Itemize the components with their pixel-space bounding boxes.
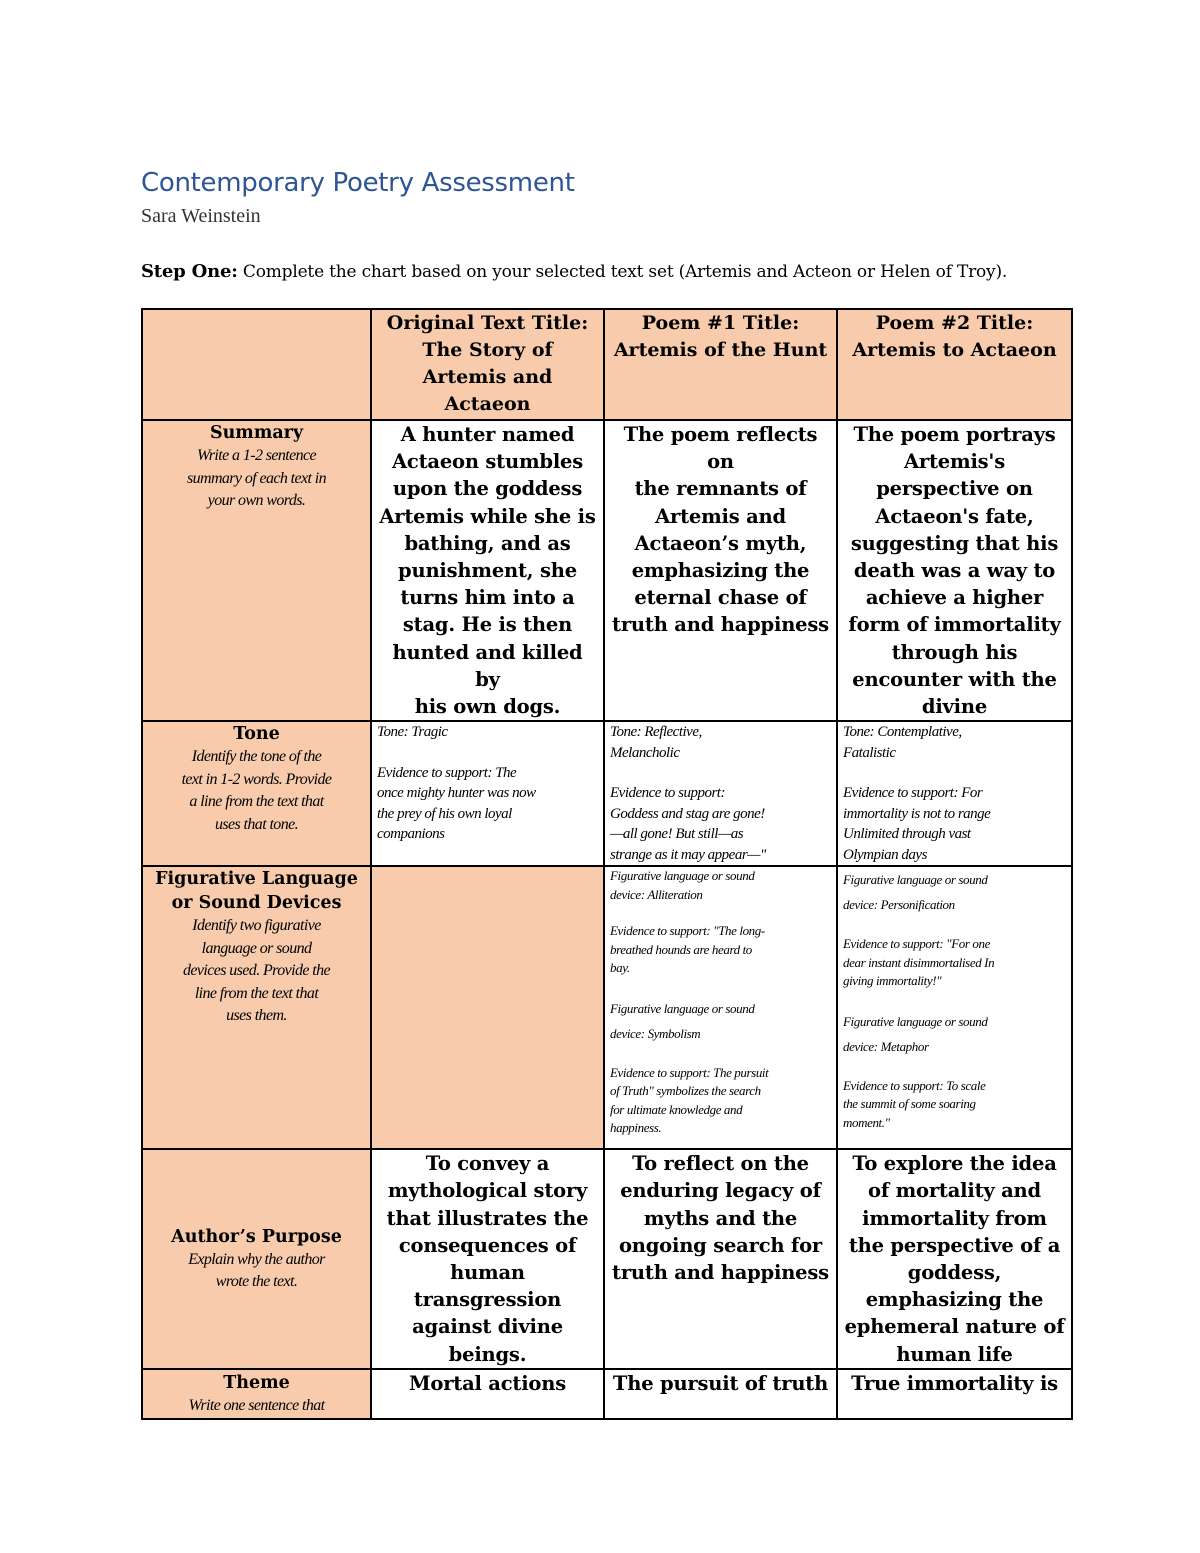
text-line: human life [896,1342,1013,1366]
text-line: device: Personification [843,897,955,913]
tone-original-tone [377,722,598,743]
step-label: Step One: [141,261,238,282]
text-line: Evidence to support: "The long- [610,923,765,939]
purpose-description [148,1249,365,1294]
text-line: divine [921,695,988,719]
figurative-poem2-device2 [843,1009,1066,1059]
theme-poem1-cell [604,1369,837,1419]
text-line: To reflect on the [632,1152,809,1176]
text-line: Figurative language or sound [610,868,755,884]
text-line: the prey of his own loyal [377,805,512,822]
text-line: The pursuit of truth [612,1371,829,1395]
text-line: Tone: Tragic [377,724,448,741]
summary-label-cell [142,420,371,721]
text-line: his own dogs. [414,695,561,719]
text-line: ephemeral nature of [844,1315,1065,1339]
theme-poem2-cell [837,1369,1072,1419]
figurative-poem2-device1 [843,867,1066,917]
text-line: line from the text that [194,984,319,1002]
text-line: a line from the text that [189,793,324,811]
theme-description [148,1395,365,1418]
text-line: summary of each text in [186,469,327,487]
theme-label-cell [142,1369,371,1419]
text-line: stag. He is then [402,613,573,637]
text-line: Evidence to support: The pursuit [610,1064,769,1080]
theme-original-cell [371,1369,604,1419]
text-line: achieve a higher [865,586,1044,610]
text-line: truth and happiness [612,613,829,637]
text-line: goddess, [907,1261,1002,1285]
summary-original-cell [371,420,604,721]
text-line: bay. [610,960,630,976]
text-line: human transgression [413,1261,562,1312]
figurative-poem2-evidence2 [843,1077,1066,1133]
step-text: Complete the chart based on your selected text set (Artemis and Acteon or Helen of Troy). [237,262,1008,282]
text-line: Actaeon's fate, [875,504,1034,528]
text-line: text in 1-2 words. Provide [181,770,332,788]
text-line: turns him into a [400,586,575,610]
text-line: language or sound [201,939,312,957]
text-line: wrote the text. [215,1273,298,1291]
text-line: Evidence to support: The [377,764,517,781]
tone-poem1-cell [604,721,837,866]
original-text-title-cell [371,309,604,420]
text-line: To explore the idea [852,1152,1057,1176]
text-line: mythological story [387,1179,588,1203]
figurative-poem1-cell [604,866,837,1149]
text-line: device: Alliteration [610,886,703,902]
figurative-poem1-device1 [610,867,831,904]
text-line: Tone: Contemplative, [843,724,962,741]
text-line: True immortality is [851,1371,1058,1395]
theme-row [142,1369,1072,1419]
text-line: Poem #2 Title: [875,312,1034,334]
summary-poem1-cell [604,420,837,721]
figurative-label [148,867,365,915]
figurative-description [148,915,365,1028]
summary-row [142,420,1072,721]
assessment-chart [141,308,1073,1420]
summary-label: Summary [209,423,304,443]
text-line: Artemis of the Hunt [613,339,828,361]
text-line: uses them. [226,1007,287,1025]
text-line: devices used. Provide the [182,962,330,980]
figurative-poem1-evidence2 [610,1064,831,1138]
text-line: truth and happiness [612,1261,829,1285]
text-line: of mortality and [868,1179,1041,1203]
summary-description [148,445,365,513]
text-line: companions [377,826,445,843]
tone-poem2-tone [843,722,1066,763]
figurative-row [142,866,1072,1149]
text-line: Identify the tone of the [191,748,322,766]
text-line: The poem portrays [853,423,1056,446]
text-line: A hunter named [400,423,575,446]
text-line: ongoing search for [618,1233,823,1257]
text-line: immortality is not to range [843,805,991,822]
text-line: against divine [412,1315,563,1339]
purpose-poem2-cell [837,1149,1072,1369]
text-line: suggesting that his [850,531,1059,555]
text-line: emphasizing the [865,1288,1044,1312]
text-line: Artemis's [904,450,1005,474]
text-line: eternal chase of [634,586,807,610]
text-line: or Sound Devices [171,893,342,914]
text-line: bathing, and as [404,531,571,555]
text-line: —all gone! But still—as [610,826,744,843]
purpose-row [142,1149,1072,1369]
tone-row [142,721,1072,866]
text-line: your own words. [207,492,306,509]
text-line: Artemis and [655,504,786,528]
author-name: Sara Weinstein [141,205,261,227]
text-line: Identify two figurative [192,917,321,935]
text-line: emphasizing the [631,559,810,583]
text-line: Figurative language or sound [843,1013,988,1029]
text-line: device: Symbolism [610,1025,701,1041]
text-line: device: Metaphor [843,1038,929,1054]
text-line: immortality from [862,1206,1047,1230]
text-line: Fatalistic [843,744,896,761]
figurative-poem2-cell [837,866,1072,1149]
text-line: Write one sentence that [188,1396,325,1414]
poem1-title-cell [604,309,837,420]
tone-poem1-evidence [610,783,831,865]
text-line: Evidence to support: To scale [843,1077,986,1093]
text-line: that illustrates the [386,1206,589,1230]
text-line: Actaeon [444,393,531,415]
text-line: perspective on [876,477,1033,501]
text-line: Goddess and stag are gone! [610,805,765,822]
theme-label: Theme [223,1372,290,1393]
text-line: Figurative Language [155,869,358,890]
text-line: Actaeon’s myth, [634,531,807,555]
text-line: Olympian days [843,846,927,863]
figurative-original-cell [371,866,604,1149]
text-line: Mortal actions [409,1371,566,1395]
tone-original-evidence [377,763,598,845]
tone-poem2-evidence [843,783,1066,865]
text-line: Melancholic [610,744,680,761]
text-line: Evidence to support: For [843,785,983,802]
text-line: for ultimate knowledge and [610,1101,743,1117]
text-line: The Story of [422,339,553,361]
tone-label-cell [142,721,371,866]
figurative-label-cell [142,866,371,1149]
text-line: myths and the [643,1206,798,1230]
step-one-instruction [141,261,1007,282]
text-line: Explain why the author [188,1250,325,1268]
figurative-poem1-evidence1 [610,922,831,978]
text-line: consequences of [398,1233,577,1257]
purpose-label: Author’s Purpose [171,1226,342,1247]
text-line: the perspective of a [848,1233,1061,1257]
summary-poem2-cell [837,420,1072,721]
poem2-title-cell [837,309,1072,420]
text-line: beings. [448,1342,527,1366]
text-line: death was a way to [853,559,1056,583]
text-line: punishment, she [398,559,577,583]
text-line: Artemis while she is [379,504,596,528]
document-title: Contemporary Poetry Assessment [141,168,575,198]
text-line: Evidence to support: "For one [843,936,990,952]
text-line: Unlimited through vast [843,826,971,843]
text-line: Tone: Reflective, [610,724,702,741]
text-line: Artemis to Actaeon [852,339,1057,361]
text-line: strange as it may appear—" [610,846,766,863]
text-line: moment." [843,1114,890,1130]
tone-poem1-tone [610,722,831,763]
text-line: the remnants of [634,477,807,501]
text-line: Figurative language or sound [843,872,988,888]
text-line: once mighty hunter was now [377,785,536,802]
text-line: Artemis and [422,366,553,388]
text-line: enduring legacy of [620,1179,821,1203]
figurative-poem2-evidence1 [843,935,1066,991]
text-line: The poem reflects on [623,423,818,474]
text-line: encounter with the [852,667,1057,691]
text-line: through his [891,640,1018,664]
text-line: Poem #1 Title: [641,312,800,334]
text-line: uses that tone. [215,815,298,833]
tone-original-cell [371,721,604,866]
text-line: form of immortality [848,613,1061,637]
text-line: happiness. [610,1120,662,1136]
text-line: Original Text Title: [386,312,589,334]
tone-label: Tone [233,724,280,745]
text-line: Actaeon stumbles [391,450,584,474]
text-line: of Truth" symbolizes the search [610,1083,761,1099]
text-line: giving immortality!" [843,973,942,989]
text-line: hunted and killed by [392,640,583,691]
text-line: Evidence to support: [610,785,725,802]
text-line: the summit of some soaring [843,1096,976,1112]
purpose-poem1-cell [604,1149,837,1369]
figurative-poem1-device2 [610,996,831,1046]
text-line: Figurative language or sound [610,1000,755,1016]
text-line: To convey a [425,1152,550,1176]
text-line: Write a 1-2 sentence [196,447,317,464]
tone-description [148,746,365,836]
header-corner-cell [142,309,371,420]
text-line: dear instant disimmortalised In [843,954,995,970]
purpose-original-cell [371,1149,604,1369]
purpose-label-cell [142,1149,371,1369]
text-line: upon the goddess [392,477,583,501]
header-row [142,309,1072,420]
text-line: breathed hounds are heard to [610,941,752,957]
tone-poem2-cell [837,721,1072,866]
